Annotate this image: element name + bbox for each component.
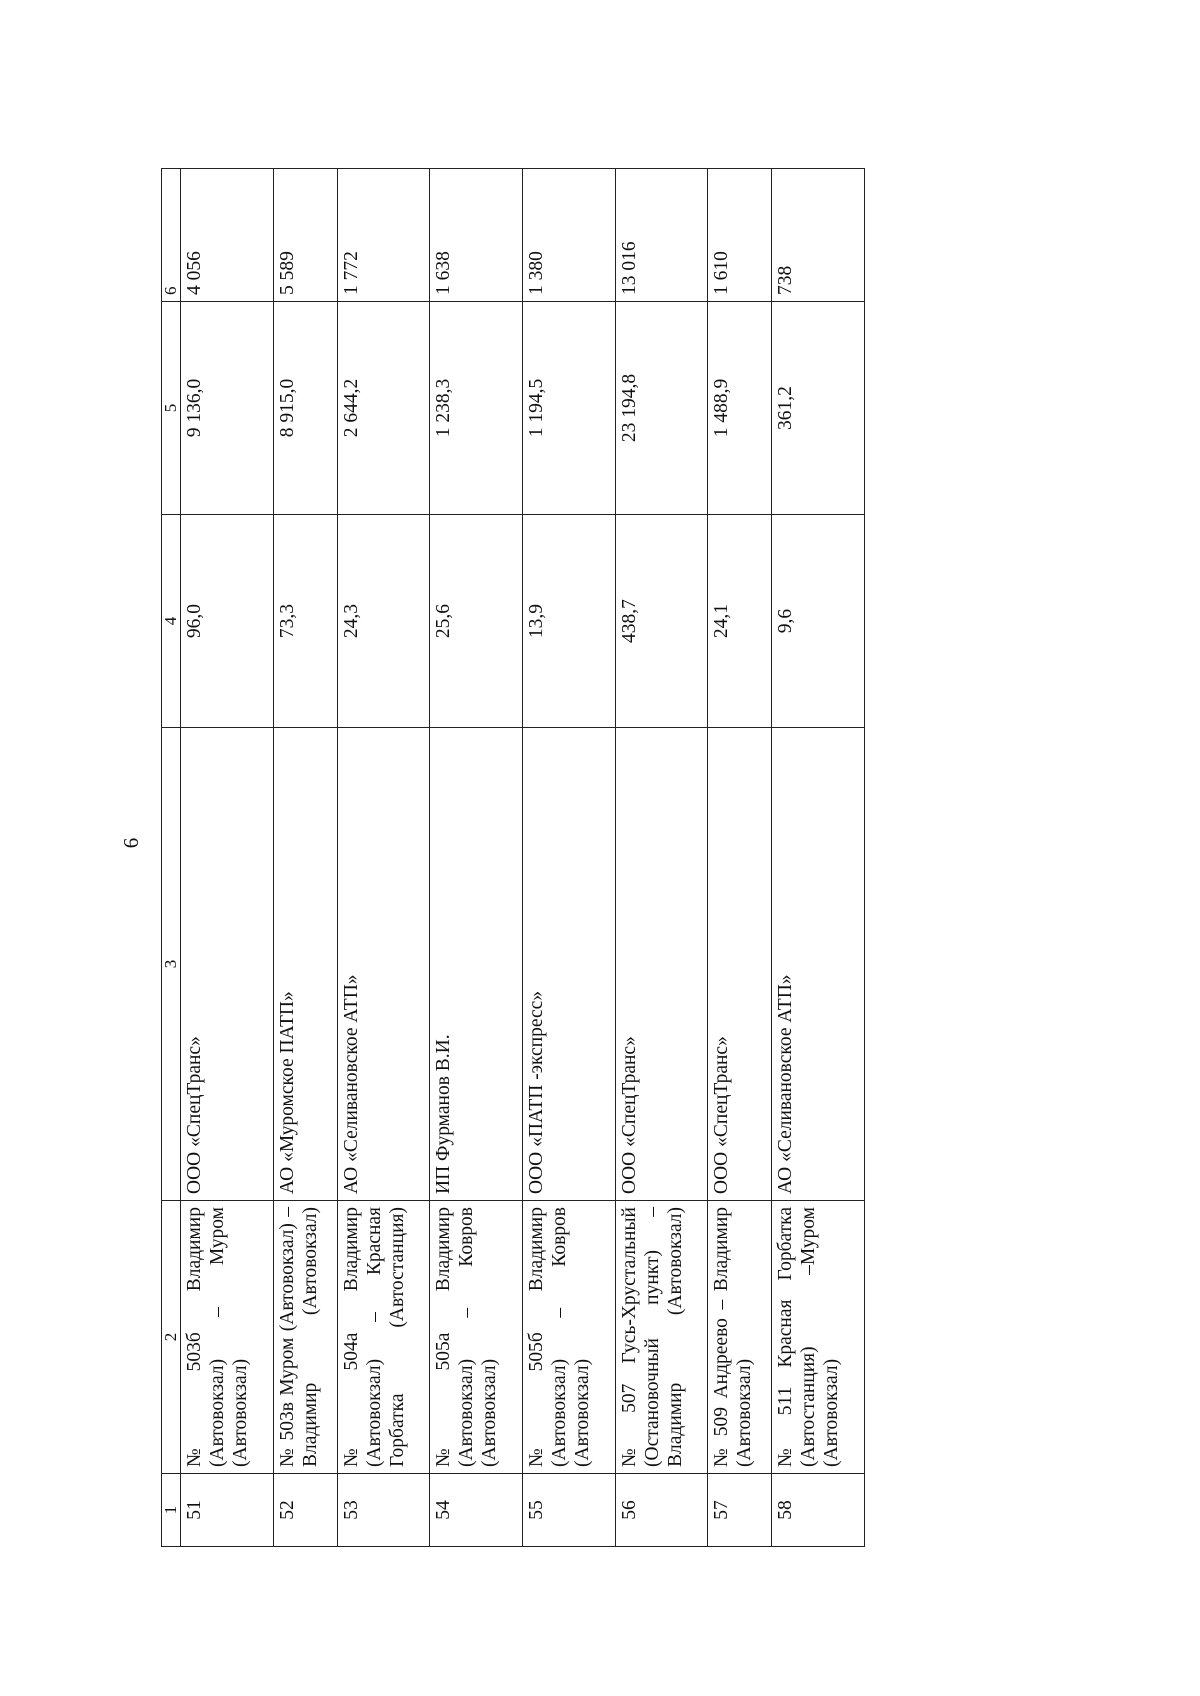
value-col4-cell: 9,6 bbox=[772, 515, 865, 728]
row-number: 53 bbox=[337, 1474, 430, 1547]
table-row bbox=[337, 169, 430, 1547]
routes-table bbox=[161, 168, 865, 1547]
carrier-cell: АО «Селивановское АТП» bbox=[337, 728, 430, 1201]
value-col4-cell: 96,0 bbox=[181, 515, 274, 728]
table-row bbox=[522, 169, 615, 1547]
route-cell: № 505б Владимир (Автовокзал) – Ковров (Автовокзал) bbox=[522, 1201, 615, 1474]
value-col5-cell: 23 194,8 bbox=[615, 302, 708, 515]
value-col5-cell: 8 915,0 bbox=[273, 302, 337, 515]
route-cell: № 509 Андреево – Владимир (Автовокзал) bbox=[708, 1201, 772, 1474]
row-number: 57 bbox=[708, 1474, 772, 1547]
carrier-cell: АО «Муромское ПАТП» bbox=[273, 728, 337, 1201]
table-row bbox=[708, 169, 772, 1547]
value-col5-cell: 1 488,9 bbox=[708, 302, 772, 515]
value-col4-cell: 24,1 bbox=[708, 515, 772, 728]
table-header-row bbox=[162, 169, 181, 1547]
row-number: 51 bbox=[181, 1474, 274, 1547]
value-col6-cell: 1 638 bbox=[430, 169, 523, 302]
value-col6-cell: 1 610 bbox=[708, 169, 772, 302]
value-col6-cell: 5 589 bbox=[273, 169, 337, 302]
value-col5-cell: 1 238,3 bbox=[430, 302, 523, 515]
value-col4-cell: 438,7 bbox=[615, 515, 708, 728]
route-cell: № 505а Владимир (Автовокзал) – Ковров (Автовокзал) bbox=[430, 1201, 523, 1474]
route-cell: № 504а Владимир (Автовокзал) – Красная Горбатка (Автостанция) bbox=[337, 1201, 430, 1474]
column-header-3: 3 bbox=[162, 728, 181, 1201]
column-header-6: 6 bbox=[162, 169, 181, 302]
value-col5-cell: 1 194,5 bbox=[522, 302, 615, 515]
value-col5-cell: 9 136,0 bbox=[181, 302, 274, 515]
row-number: 58 bbox=[772, 1474, 865, 1547]
table-row bbox=[772, 169, 865, 1547]
value-col6-cell: 1 772 bbox=[337, 169, 430, 302]
route-cell: № 511 Красная Горбатка (Автостанция) –Муром (Автовокзал) bbox=[772, 1201, 865, 1474]
table-row bbox=[181, 169, 274, 1547]
row-number: 55 bbox=[522, 1474, 615, 1547]
value-col4-cell: 13,9 bbox=[522, 515, 615, 728]
value-col6-cell: 738 bbox=[772, 169, 865, 302]
value-col6-cell: 1 380 bbox=[522, 169, 615, 302]
carrier-cell: ООО «СпецТранс» bbox=[181, 728, 274, 1201]
column-header-2: 2 bbox=[162, 1201, 181, 1474]
value-col4-cell: 25,6 bbox=[430, 515, 523, 728]
row-number: 54 bbox=[430, 1474, 523, 1547]
route-cell: № 503б Владимир (Автовокзал) – Муром (Автовокзал) bbox=[181, 1201, 274, 1474]
route-cell: № 503в Муром (Автовокзал) – Владимир (Автовокзал) bbox=[273, 1201, 337, 1474]
value-col4-cell: 24,3 bbox=[337, 515, 430, 728]
carrier-cell: ИП Фурманов В.И. bbox=[430, 728, 523, 1201]
routes-table-container bbox=[161, 241, 865, 1547]
value-col5-cell: 2 644,2 bbox=[337, 302, 430, 515]
column-header-4: 4 bbox=[162, 515, 181, 728]
carrier-cell: АО «Селивановское АТП» bbox=[772, 728, 865, 1201]
value-col6-cell: 4 056 bbox=[181, 169, 274, 302]
column-header-1: 1 bbox=[162, 1474, 181, 1547]
table-row bbox=[430, 169, 523, 1547]
table-row bbox=[273, 169, 337, 1547]
carrier-cell: ООО «СпецТранс» bbox=[615, 728, 708, 1201]
value-col4-cell: 73,3 bbox=[273, 515, 337, 728]
column-header-5: 5 bbox=[162, 302, 181, 515]
row-number: 56 bbox=[615, 1474, 708, 1547]
carrier-cell: ООО «ПАТП -экспресс» bbox=[522, 728, 615, 1201]
page-number: 6 bbox=[118, 837, 143, 849]
value-col5-cell: 361,2 bbox=[772, 302, 865, 515]
value-col6-cell: 13 016 bbox=[615, 169, 708, 302]
carrier-cell: ООО «СпецТранс» bbox=[708, 728, 772, 1201]
route-cell: № 507 Гусь-Хрустальный (Остановочный пункт) – Владимир (Автовокзал) bbox=[615, 1201, 708, 1474]
row-number: 52 bbox=[273, 1474, 337, 1547]
table-row bbox=[615, 169, 708, 1547]
